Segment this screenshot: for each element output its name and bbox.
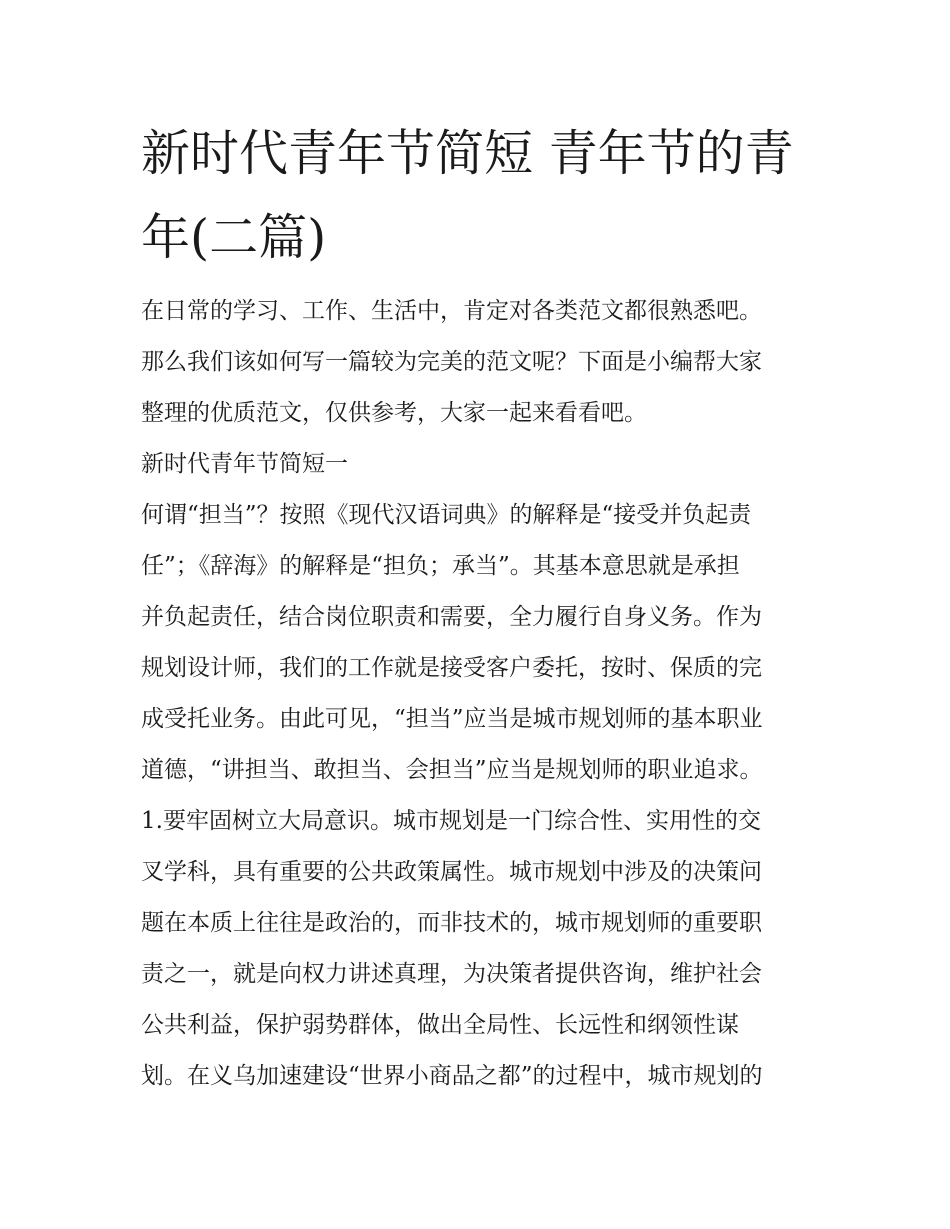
body-paragraph (141, 490, 813, 796)
text-line: 何谓“担当”？按照《现代汉语词典》的解释是“接受并负起责 (141, 502, 752, 528)
text-line: 任”；《辞海》的解释是“担负；承当”。其基本意思就是承担 (141, 553, 740, 579)
text-line: 整理的优质范文，仅供参考，大家一起来看看吧。 (141, 400, 647, 426)
body-paragraph (141, 796, 813, 1102)
text-line: 责之一，就是向权力讲述真理，为决策者提供咨询，维护社会 (141, 961, 762, 987)
text-line: 题在本质上往往是政治的，而非技术的，城市规划师的重要职 (141, 910, 762, 936)
title-line: 新时代青年节简短 青年节的青 (141, 125, 794, 182)
document-page (141, 112, 813, 1102)
text-line: 1.要牢固树立大局意识。城市规划是一门综合性、实用性的交 (141, 808, 761, 834)
text-line: 划。在义乌加速建设“世界小商品之都”的过程中，城市规划的 (141, 1063, 763, 1089)
text-line: 在日常的学习、工作、生活中，肯定对各类范文都很熟悉吧。 (141, 298, 762, 324)
text-line: 道德，“讲担当、敢担当、会担当”应当是规划师的职业追求。 (141, 757, 763, 783)
title-line: 年(二篇) (141, 209, 327, 266)
document-title (141, 112, 813, 280)
text-line: 成受托业务。由此可见，“担当”应当是城市规划师的基本职业 (141, 706, 763, 732)
section-heading: 新时代青年节简短一 (141, 451, 348, 477)
intro-paragraph (141, 286, 813, 439)
text-line: 规划设计师，我们的工作就是接受客户委托，按时、保质的完 (141, 655, 762, 681)
text-line: 那么我们该如何写一篇较为完美的范文呢？下面是小编帮大家 (141, 349, 762, 375)
text-line: 并负起责任，结合岗位职责和需要，全力履行自身义务。作为 (141, 604, 762, 630)
text-line: 公共利益，保护弱势群体，做出全局性、长远性和纲领性谋 (141, 1012, 739, 1038)
text-line: 叉学科，具有重要的公共政策属性。城市规划中涉及的决策问 (141, 859, 762, 885)
